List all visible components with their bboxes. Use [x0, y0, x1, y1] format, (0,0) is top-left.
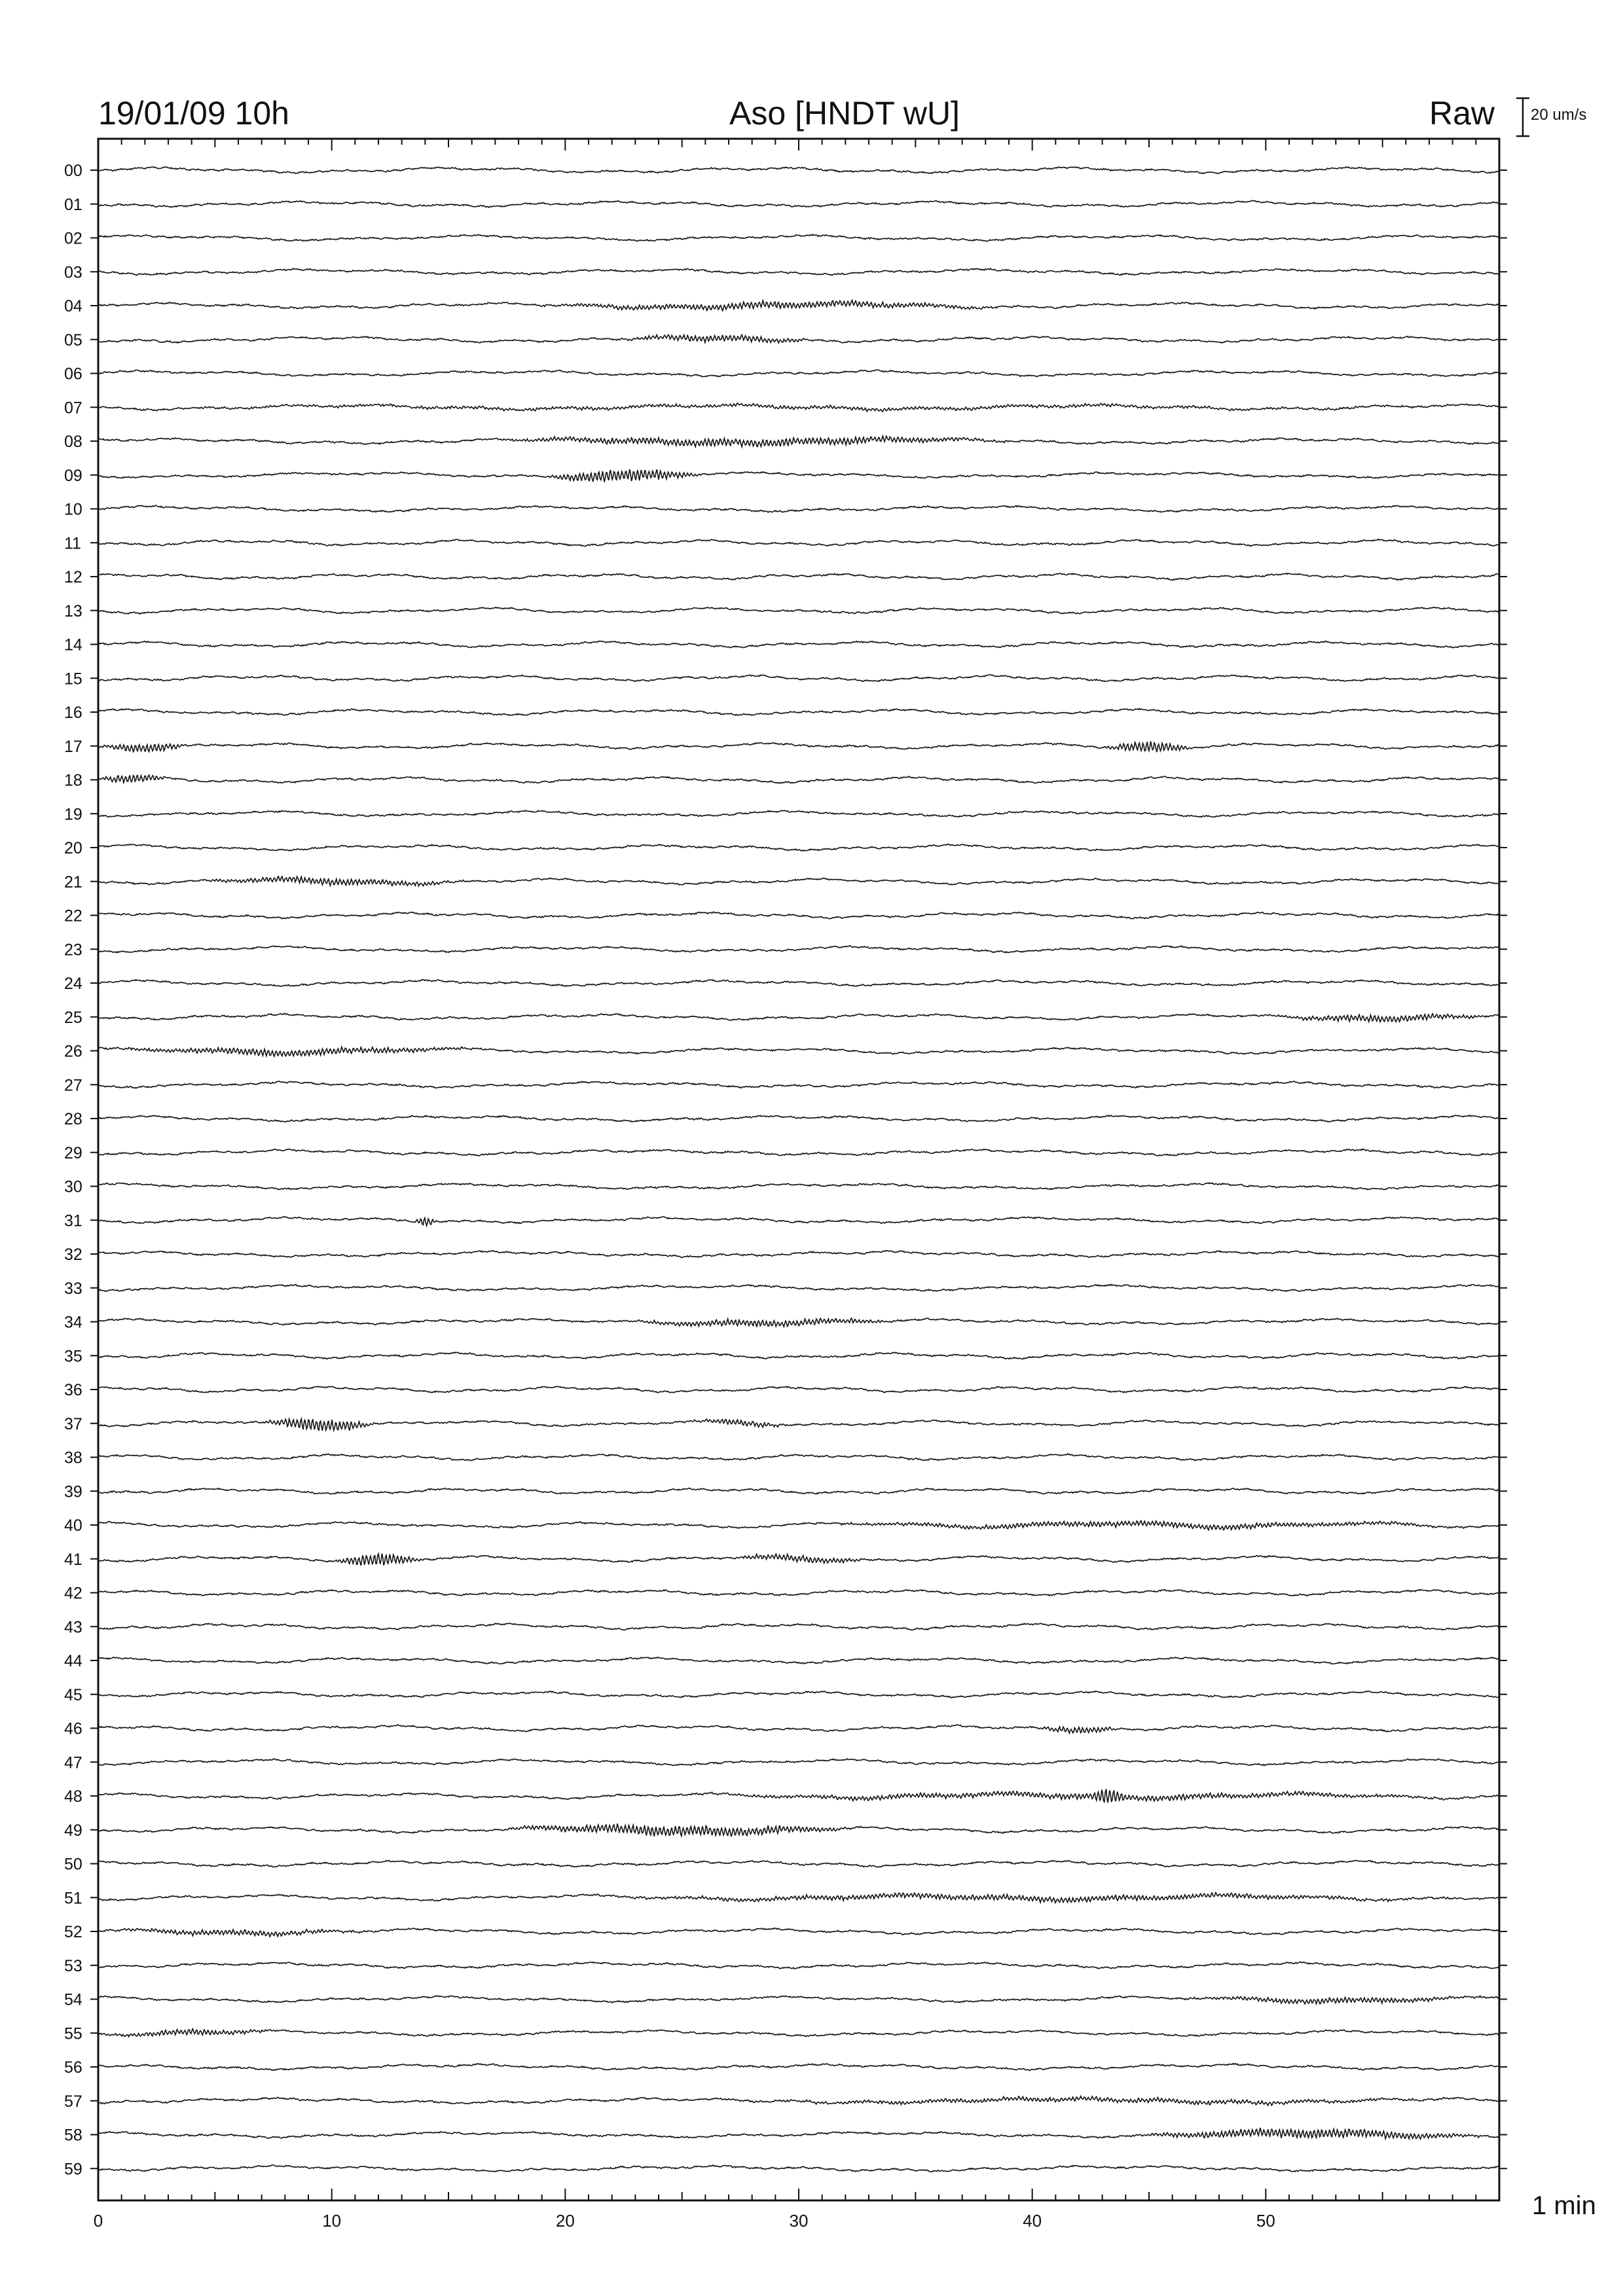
- trace-line: [98, 469, 1499, 482]
- scale-bar-label: 20 um/s: [1531, 106, 1587, 124]
- trace-line: [98, 1623, 1499, 1630]
- trace-line: [98, 2096, 1499, 2106]
- row-label: 13: [64, 601, 82, 620]
- trace-line: [98, 2128, 1499, 2139]
- trace-line: [98, 1251, 1499, 1258]
- row-label: 15: [64, 670, 82, 689]
- row-label: 18: [64, 771, 82, 790]
- row-label: 05: [64, 331, 82, 350]
- mode-label: Raw: [1429, 95, 1495, 132]
- row-label: 21: [64, 872, 82, 891]
- row-label: 25: [64, 1008, 82, 1027]
- trace-line: [98, 2165, 1499, 2172]
- row-label: 55: [64, 2024, 82, 2043]
- trace-line: [98, 2029, 1499, 2037]
- trace-line: [98, 1285, 1499, 1292]
- row-label: 02: [64, 229, 82, 248]
- row-label: 54: [64, 1990, 82, 2009]
- row-label: 14: [64, 636, 82, 655]
- row-label: 26: [64, 1042, 82, 1061]
- trace-line: [98, 1657, 1499, 1664]
- trace-line: [98, 1691, 1499, 1698]
- trace-line: [98, 742, 1499, 752]
- row-label: 37: [64, 1414, 82, 1433]
- trace-line: [98, 1419, 1499, 1431]
- row-label: 30: [64, 1177, 82, 1196]
- row-label: 43: [64, 1618, 82, 1637]
- row-label: 46: [64, 1719, 82, 1738]
- scale-bar: [1516, 98, 1529, 136]
- row-label: 35: [64, 1347, 82, 1366]
- trace-line: [98, 1962, 1499, 1969]
- trace-line: [98, 1149, 1499, 1156]
- trace-line: [98, 2064, 1499, 2071]
- row-label: 20: [64, 839, 82, 857]
- row-label: 31: [64, 1211, 82, 1230]
- x-axis-unit-label: 1 min: [1532, 2191, 1596, 2220]
- trace-line: [98, 234, 1499, 241]
- trace-line: [98, 1823, 1499, 1837]
- row-label: 32: [64, 1246, 82, 1264]
- row-label: 45: [64, 1685, 82, 1704]
- date-label: 19/01/09 10h: [98, 95, 289, 132]
- trace-line: [98, 1047, 1499, 1056]
- trace-line: [98, 1893, 1499, 1903]
- trace-line: [98, 946, 1499, 953]
- trace-line: [98, 505, 1499, 512]
- row-label: 12: [64, 568, 82, 586]
- x-tick-label: 30: [789, 2211, 809, 2231]
- row-label: 52: [64, 1923, 82, 1941]
- trace-line: [98, 1115, 1499, 1122]
- row-label: 36: [64, 1381, 82, 1399]
- row-label: 41: [64, 1550, 82, 1569]
- row-label: 08: [64, 433, 82, 451]
- trace-line: [98, 1554, 1499, 1566]
- trace-line: [98, 1454, 1499, 1461]
- trace-line: [98, 641, 1499, 647]
- trace-line: [98, 370, 1499, 377]
- trace-line: [98, 1860, 1499, 1867]
- row-label: 49: [64, 1821, 82, 1840]
- trace-line: [98, 300, 1499, 311]
- row-label: 06: [64, 365, 82, 384]
- row-label: 56: [64, 2058, 82, 2077]
- row-label: 09: [64, 466, 82, 485]
- trace-line: [98, 1013, 1499, 1022]
- trace-line: [98, 1928, 1499, 1937]
- trace-line: [98, 1725, 1499, 1733]
- row-label: 44: [64, 1652, 82, 1670]
- row-label: 11: [64, 534, 81, 553]
- trace-line: [98, 335, 1499, 344]
- row-label: 57: [64, 2092, 82, 2111]
- trace-line: [98, 844, 1499, 851]
- row-label: 38: [64, 1448, 82, 1467]
- trace-line: [98, 675, 1499, 682]
- row-label: 50: [64, 1855, 82, 1874]
- row-label: 16: [64, 704, 82, 722]
- trace-line: [98, 1789, 1499, 1803]
- row-label: 00: [64, 162, 82, 180]
- trace-line: [98, 912, 1499, 919]
- row-label: 53: [64, 1956, 82, 1975]
- trace-line: [98, 436, 1499, 447]
- seismic-traces: [98, 167, 1499, 2172]
- trace-line: [98, 709, 1499, 715]
- trace-line: [98, 403, 1499, 412]
- trace-line: [98, 876, 1499, 886]
- trace-line: [98, 1590, 1499, 1596]
- trace-line: [98, 573, 1499, 581]
- row-label: 29: [64, 1143, 82, 1162]
- trace-line: [98, 1386, 1499, 1393]
- row-label: 34: [64, 1313, 82, 1332]
- row-label: 27: [64, 1076, 82, 1095]
- axis-ticks: [98, 139, 1499, 2200]
- row-labels: [64, 162, 1507, 2178]
- row-label: 07: [64, 399, 82, 418]
- plot-frame: [98, 139, 1499, 2200]
- trace-line: [98, 1081, 1499, 1088]
- row-label: 33: [64, 1279, 82, 1298]
- trace-line: [98, 607, 1499, 615]
- station-label: Aso [HNDT wU]: [729, 95, 960, 132]
- trace-line: [98, 1759, 1499, 1765]
- row-label: 10: [64, 500, 82, 519]
- row-label: 19: [64, 805, 82, 824]
- trace-line: [98, 268, 1499, 276]
- x-tick-label: 20: [555, 2211, 575, 2231]
- row-label: 28: [64, 1110, 82, 1128]
- trace-line: [98, 1996, 1499, 2004]
- row-label: 24: [64, 975, 82, 993]
- row-label: 22: [64, 906, 82, 925]
- x-tick-labels: [94, 2211, 1275, 2231]
- row-label: 39: [64, 1482, 82, 1501]
- trace-line: [98, 1488, 1499, 1494]
- trace-line: [98, 1183, 1499, 1190]
- trace-line: [98, 167, 1499, 173]
- trace-line: [98, 1520, 1499, 1530]
- trace-line: [98, 1318, 1499, 1327]
- x-tick-label: 50: [1256, 2211, 1275, 2231]
- row-label: 58: [64, 2126, 82, 2145]
- trace-line: [98, 1352, 1499, 1359]
- trace-line: [98, 1217, 1499, 1226]
- row-label: 51: [64, 1889, 82, 1908]
- x-tick-label: 40: [1023, 2211, 1042, 2231]
- trace-line: [98, 539, 1499, 547]
- trace-line: [98, 200, 1499, 207]
- row-label: 47: [64, 1753, 82, 1772]
- row-label: 17: [64, 737, 82, 756]
- row-label: 40: [64, 1516, 82, 1535]
- row-label: 04: [64, 297, 82, 315]
- trace-line: [98, 980, 1499, 986]
- row-label: 23: [64, 941, 82, 960]
- x-tick-label: 10: [322, 2211, 342, 2231]
- x-tick-label: 0: [93, 2211, 103, 2231]
- trace-line: [98, 775, 1499, 783]
- row-label: 48: [64, 1787, 82, 1806]
- row-label: 01: [64, 195, 82, 214]
- trace-line: [98, 810, 1499, 817]
- row-label: 59: [64, 2160, 82, 2179]
- row-label: 42: [64, 1584, 82, 1603]
- row-label: 03: [64, 263, 82, 282]
